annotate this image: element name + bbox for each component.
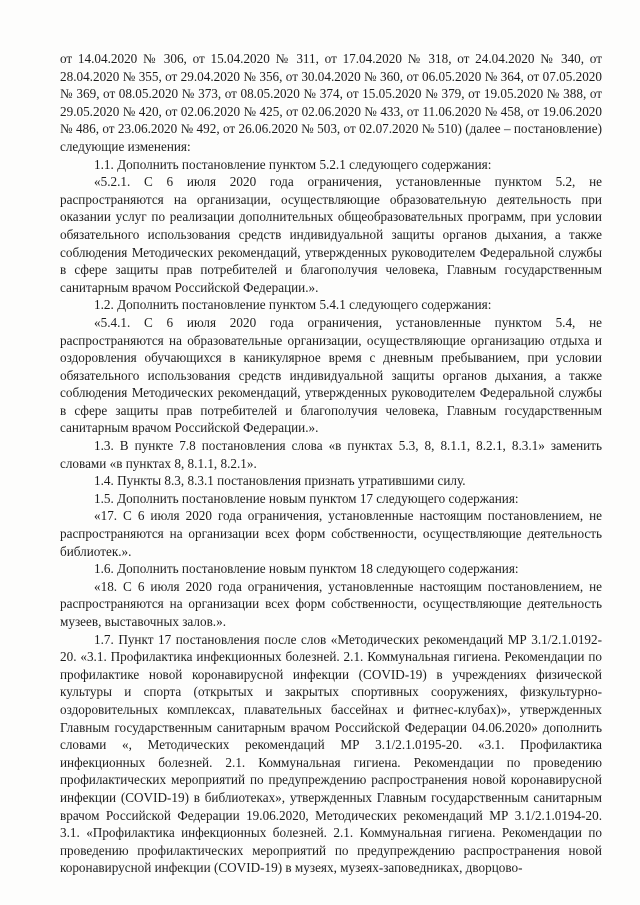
paragraph-18: «18. С 6 июля 2020 года ограничения, установленные настоящим постановлением, не распространяются на организации всех форм собственности, осуществляющие деятельность музеев, выставочных залов.». bbox=[60, 578, 602, 629]
paragraph-1-7: 1.7. Пункт 17 постановления после слов «Методических рекомендаций МР 3.1/2.1.0192-20. «3.1. Профилактика инфекционных болезней. 2.1. Коммунальная гигиена. Рекомендации по профилактике новой коронавирусной инфекции (COVID-19) в учреждениях физической культуры и спорта (открытых и закрытых спортивных сооружениях, физкультурно-оздоровительных комплексах, плавательных бассейнах и фитнес-клубах)», утвержденных Главным государственным санитарным врачом Российской Федерации 04.06.2020» дополнить словами «, Методических рекомендаций МР 3.1/2.1.0195-20. «3.1. Профилактика инфекционных болезней. 2.1. Коммунальная гигиена. Рекомендации по проведению профилактических мероприятий по предупреждению распространения новой коронавирусной инфекции (COVID-19) в библиотеках», утвержденных Главным государственным санитарным врачом Российской Федерации 19.06.2020, Методических рекомендаций МР 3.1/2.1.0194-20. 3.1. «Профилактика инфекционных болезней. 2.1. Коммунальная гигиена. Рекомендации по проведению профилактических мероприятий по предупреждению распространения новой коронавирусной инфекции (COVID-19) в музеях, музеях-заповедниках, дворцово- bbox=[60, 631, 602, 876]
paragraph-amendment-list: от 14.04.2020 № 306, от 15.04.2020 № 311, от 17.04.2020 № 318, от 24.04.2020 № 340, от 28.04.2020 № 355, от 29.04.2020 № 356, от 30.04.2020 № 360, от 06.05.2020 № 364, от 07.05.2020 № 369, от 08.05.2020 № 373, от 08.05.2020 № 374, от 15.05.2020 № 379, от 19.05.2020 № 388, от 29.05.2020 № 420, от 02.06.2020 № 425, от 02.06.2020 № 433, от 11.06.2020 № 458, от 19.06.2020 № 486, от 23.06.2020 № 492, от 26.06.2020 № 503, от 02.07.2020 № 510) (далее – постановление) следующие изменения: bbox=[60, 51, 602, 154]
paragraph-5-2-1: «5.2.1. С 6 июля 2020 года ограничения, установленные пунктом 5.2, не распространяются на организации, осуществляющие образовательную деятельность при оказании услуг по реализации дополнительных общеобразовательных программ, при условии обязательного использования средств индивидуальной защиты органов дыхания, а также соблюдения Методических рекомендаций, утвержденных руководителем Федеральной службы в сфере защиты прав потребителей и благополучия человека, Главным государственным санитарным врачом Российской Федерации.». bbox=[60, 174, 602, 295]
document-body bbox=[60, 50, 602, 877]
paragraph-1-5: 1.5. Дополнить постановление новым пунктом 17 следующего содержания: bbox=[94, 490, 519, 506]
paragraph-1-3: 1.3. В пункте 7.8 постановления слова «в пунктах 5.3, 8, 8.1.1, 8.2.1, 8.3.1» заменить словами «в пунктах 8, 8.1.1, 8.2.1». bbox=[60, 438, 602, 471]
paragraph-1-4: 1.4. Пункты 8.3, 8.3.1 постановления признать утратившими силу. bbox=[94, 473, 466, 489]
paragraph-1-2: 1.2. Дополнить постановление пунктом 5.4.1 следующего содержания: bbox=[94, 297, 492, 313]
paragraph-5-4-1: «5.4.1. С 6 июля 2020 года ограничения, установленные пунктом 5.4, не распространяются на образовательные организации, осуществляющие организацию отдыха и оздоровления обучающихся в каникулярное время с дневным пребыванием, при условии обязательного использования средств индивидуальной защиты органов дыхания, а также соблюдения Методических рекомендаций, утвержденных руководителем Федеральной службы в сфере защиты прав потребителей и благополучия человека, Главным государственным санитарным врачом Российской Федерации.». bbox=[60, 314, 602, 436]
paragraph-1-6: 1.6. Дополнить постановление новым пунктом 18 следующего содержания: bbox=[94, 561, 519, 577]
paragraph-1-1: 1.1. Дополнить постановление пунктом 5.2.1 следующего содержания: bbox=[94, 156, 492, 172]
paragraph-17: «17. С 6 июля 2020 года ограничения, установленные настоящим постановлением, не распространяются на организации всех форм собственности, осуществляющие деятельность библиотек.». bbox=[60, 508, 602, 559]
